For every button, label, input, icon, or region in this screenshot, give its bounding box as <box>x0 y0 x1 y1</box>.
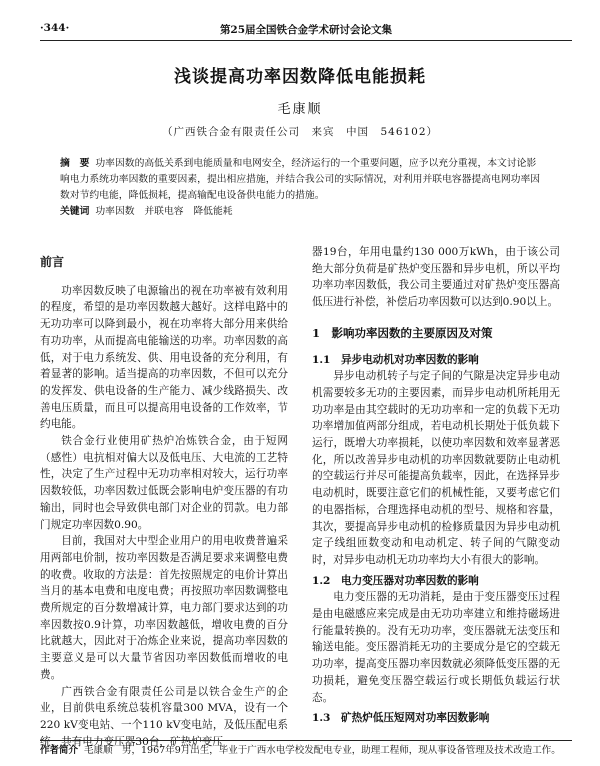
keywords <box>60 204 542 220</box>
abstract <box>60 156 542 204</box>
left-column <box>40 244 288 750</box>
journal-title: 第25届全国铁合金学术研讨会论文集 <box>219 24 393 36</box>
keywords-label: 关键词 <box>60 206 90 217</box>
paper-title: 浅谈提高功率因数降低电能损耗 <box>174 67 426 87</box>
left-paragraph-3: 目前，我国对大中型企业用户的用电收费普遍采用两部电价制，按功率因数是否满足要求来调整电费的收费。收取的方法是：首先按照规定的电价计算出当月的基本电费和电度电费；再按照功率因数调整电费所规定的百分数增减计算，电力部门要求达到的功率因数按0.9计算，功率因数越低，增收电费的百分比就越大，因此对于冶炼企业来说，提高功率因数的主要意义是可以大量节省因功率因数低而增收的电费。 <box>40 535 288 681</box>
subsection-text-1-1: 异步电动机转子与定子间的气隙是决定异步电动机需要较多无功的主要因素，而异步电动机所耗用无功功率是由其空载时的无功功率和一定的负载下无功功率增加值两部分组成，若电动机长期处于低负载下运行，既增大功率损耗，以使功率因数和效率显著恶化，所以改善异步电动机的功率因数就要防止电动机的空载运行并尽可能提高负载率，因此，在选择异步电动机时，既要注意它们的机械性能，又要考虑它们的电器指标，合理选择电动机的型号、规格和容量，其次，要提高异步电动机的检修质量因为异步电动机定子线组匝数变动和电动机定、转子间的气隙变动时，对异步电动机无功功率均大小有很大的影响。 <box>312 370 560 566</box>
author-footnote <box>40 740 572 758</box>
footnote-label: 作者简介 <box>40 745 79 756</box>
abstract-text: 功率因数的高低关系到电能质量和电网安全，经济运行的一个重要问题，应予以充分重视，本文讨论影响电力系统功率因数的重要因素，提出相应措施，并结合我公司的实际情况，对利用并联电容器提高电网功率因数对节约电能，降低损耗，提高输配电设备供电能力的措施。 <box>60 158 541 201</box>
running-header <box>40 22 572 41</box>
subsection-text-1-2: 电力变压器的无功消耗，是由于变压器变压过程是由电磁感应来完成是由无功功率建立和维持磁场进行能量转换的。没有无功功率，变压器就无法变压和输送电能。变压器消耗无功的主要成分是它的空载无功功率，提高变压器功率因数就必须降低变压器的无功损耗，避免变压器空载运行或长期低负载运行状态。 <box>312 591 560 704</box>
author-affiliation: （广西铁合金有限责任公司 来宾 中国 546102） <box>161 126 439 138</box>
right-column <box>312 244 560 727</box>
footnote-text: 毛康顺 男，1967年9月出生，毕业于广西水电学校发配电专业，助理工程师，现从事设备管理及技术改造工作。 <box>84 745 561 756</box>
page-number: ·344· <box>40 22 70 34</box>
abstract-block <box>60 156 542 220</box>
author-name: 毛康顺 <box>277 102 323 117</box>
abstract-label: 摘 要 <box>60 158 90 169</box>
right-intro-paragraph: 器19台，年用电量约130 000万kWh，由于该公司绝大部分负荷是矿热炉变压器和异步电机，所以平均功率功率因数低，我公司主要通过对矿热炉变压器高低压进行补偿，补偿后功率因数可以达到0.90以上。 <box>312 246 560 309</box>
left-paragraph-2: 铁合金行业使用矿热炉冶炼铁合金，由于短网（感性）电抗相对偏大以及低电压、大电流的工艺特性，决定了生产过程中无功功率相对较大，运行功率因数较低，功率因数过低既会影响电炉变压器的有功输出，同时也会导致供电部门对企业的罚款。电力部门规定功率因数0.90。 <box>40 435 288 531</box>
section-heading-preface: 前言 <box>40 255 65 269</box>
section-heading-1: 1 影响功率因数的主要原因及对策 <box>312 325 493 340</box>
left-paragraph-4: 广西铁合金有限责任公司是以铁合金生产的企业，目前供电系统总装机容量300 MVA，设有一个220 kV变电站、一个110 kV变电站，及低压配电系统，共有电力变压器30台，矿热炉变压 <box>40 685 288 748</box>
left-paragraph-1: 功率因数反映了电源输出的视在功率被有效利用的程度，希望的是功率因数越大越好。这样电路中的无功功率可以降到最小，视在功率将大部分用来供给有功功率，从而提高电能输送的功率。功率因数的高低，对于电力系统发、供、用电设备的充分利用，有着显著的影响。适当提高的功率因数，不但可以充分的发挥发、供电设备的生产能力、减少线路损失、改善电压质量，而且可以提高用电设备的工作效率，节约电能。 <box>40 284 288 431</box>
subsection-heading-1-2: 1.2 电力变压器对功率因数的影响 <box>312 574 479 587</box>
keywords-text: 功率因数 并联电容 降低能耗 <box>95 206 233 217</box>
subsection-heading-1-3: 1.3 矿热炉低压短网对功率因数影响 <box>312 712 490 725</box>
subsection-heading-1-1: 1.1 异步电动机对功率因数的影响 <box>312 353 479 366</box>
